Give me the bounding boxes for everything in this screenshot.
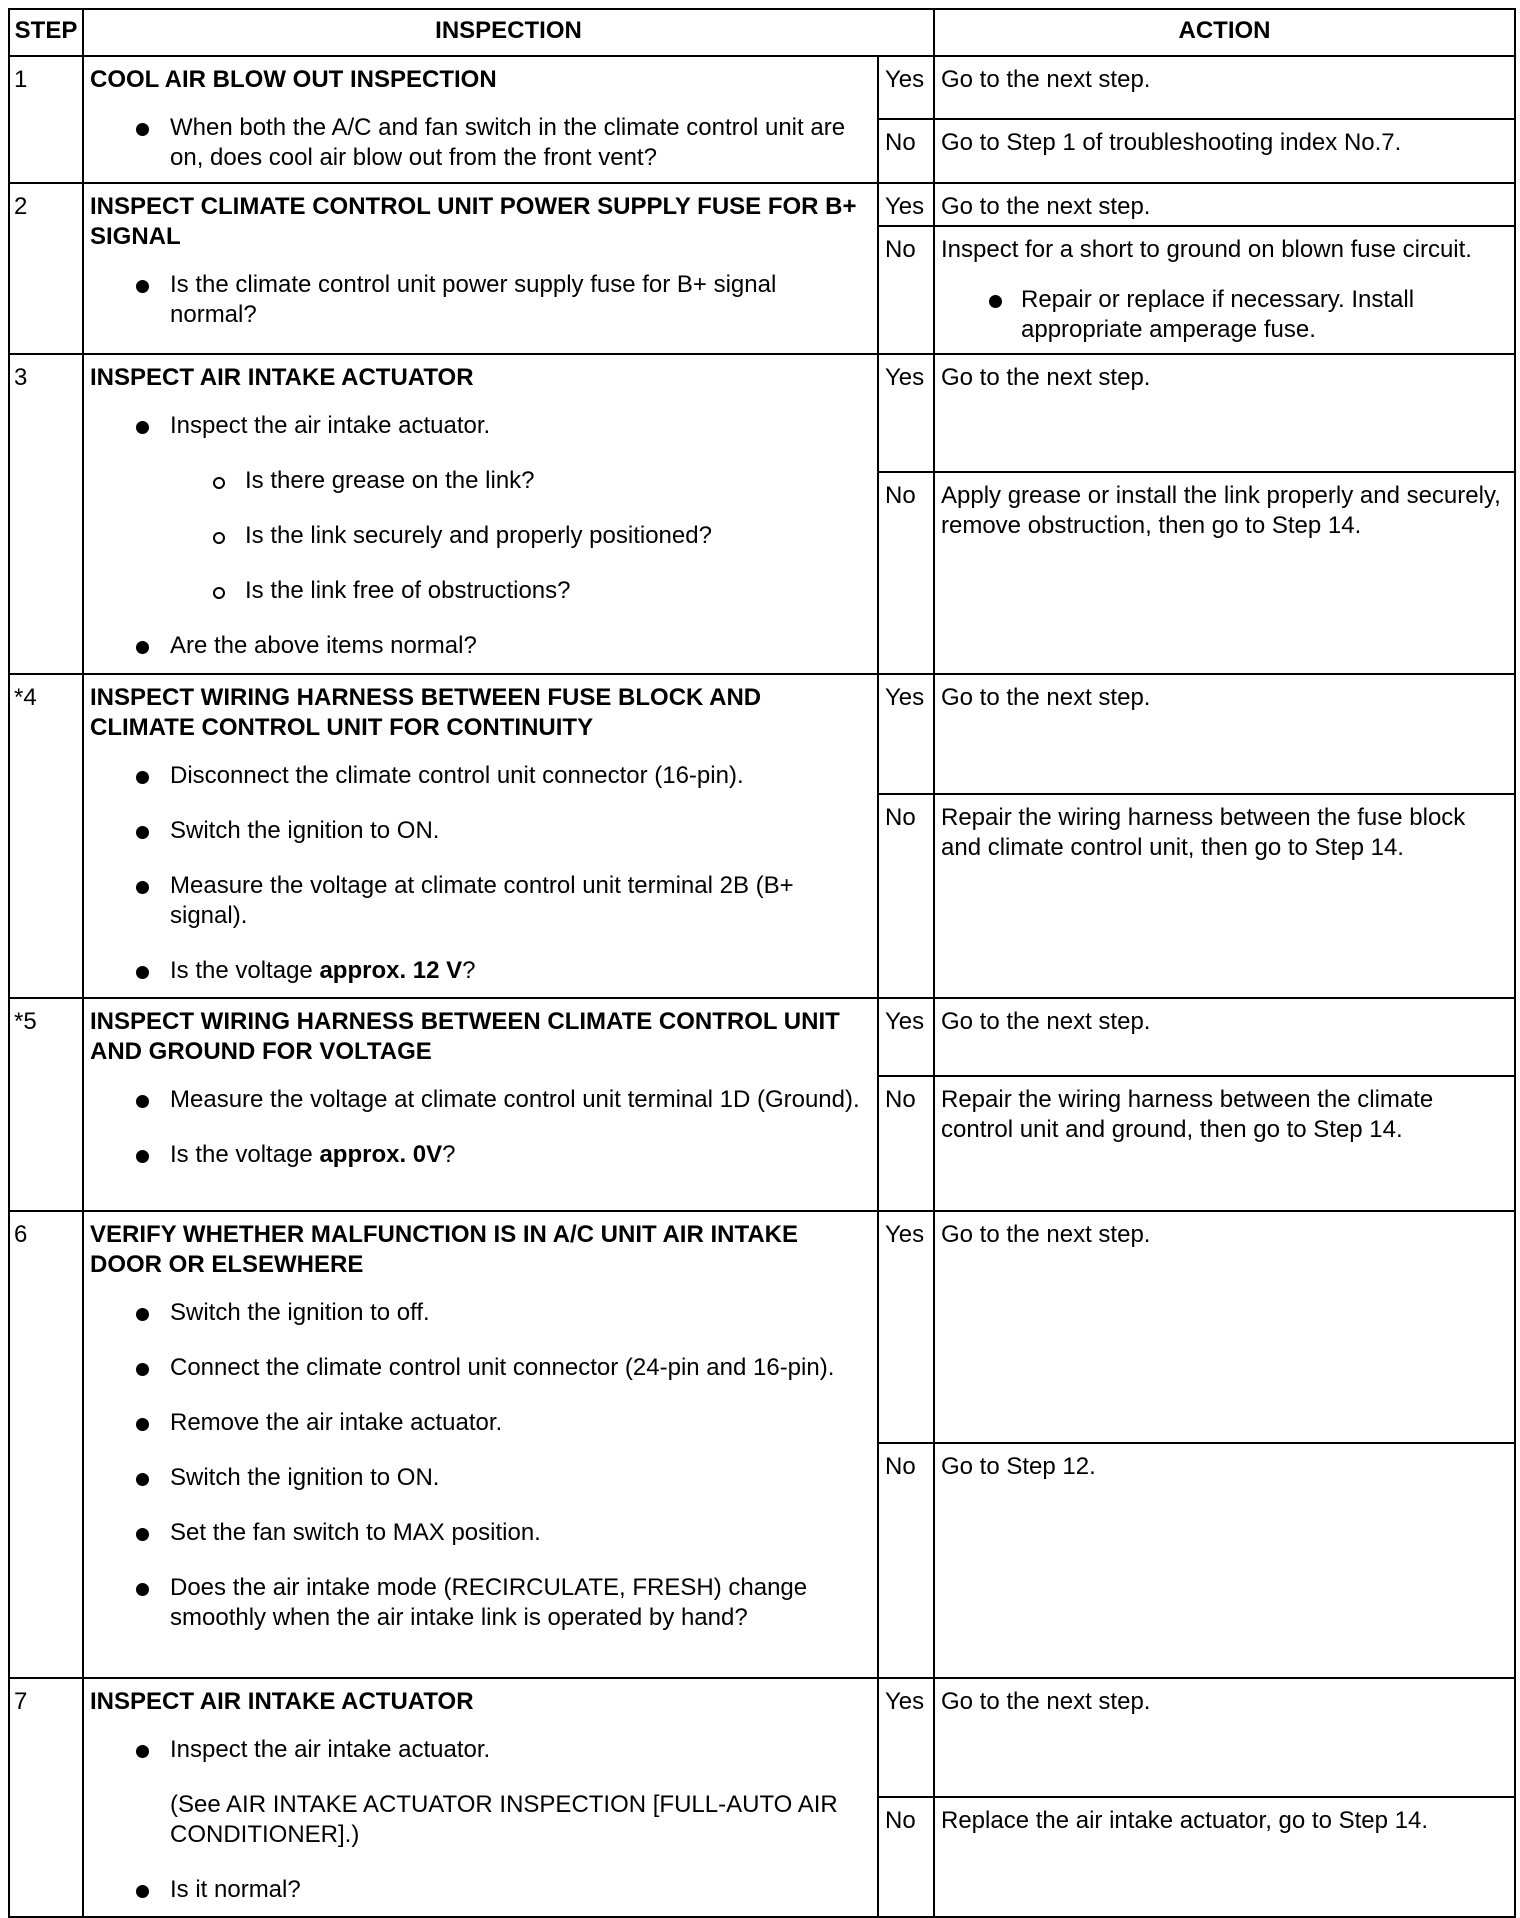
- bullet-item: Inspect the air intake actuator.: [90, 411, 869, 441]
- no-label: No: [878, 794, 934, 998]
- question-end: ?: [442, 1141, 456, 1168]
- inspection-cell: [83, 56, 878, 183]
- bullet-item: Switch the ignition to off.: [90, 1298, 869, 1328]
- no-action: Replace the air intake actuator, go to Step 14.: [934, 1797, 1515, 1917]
- bullet-item: Measure the voltage at climate control unit terminal 1D (Ground).: [90, 1085, 869, 1115]
- inspection-table: [8, 8, 1516, 1918]
- table-row: [9, 56, 1515, 119]
- yes-label: Yes: [878, 674, 934, 794]
- reference-note: (See AIR INTAKE ACTUATOR INSPECTION [FULL-AUTO AIR CONDITIONER].): [170, 1791, 838, 1848]
- bullet-item: Are the above items normal?: [90, 631, 869, 661]
- step-number: 6: [9, 1211, 83, 1678]
- bullet-item: Is it normal?: [90, 1875, 869, 1905]
- yes-action: Go to the next step.: [934, 998, 1515, 1076]
- step-title: VERIFY WHETHER MALFUNCTION IS IN A/C UNIT AIR INTAKE DOOR OR ELSEWHERE: [90, 1221, 798, 1278]
- yes-label: Yes: [878, 1211, 934, 1443]
- table-row: [9, 674, 1515, 794]
- no-action: Apply grease or install the link properly and securely, remove obstruction, then go to Step 14.: [934, 472, 1515, 674]
- step-title: INSPECT AIR INTAKE ACTUATOR: [90, 364, 474, 391]
- yes-action: Go to the next step.: [934, 56, 1515, 119]
- header-step: STEP: [9, 9, 83, 56]
- yes-label: Yes: [878, 183, 934, 226]
- bullet-item: Connect the climate control unit connector (24-pin and 16-pin).: [90, 1353, 869, 1383]
- yes-label: Yes: [878, 1678, 934, 1797]
- bullet-item: Disconnect the climate control unit connector (16-pin).: [90, 761, 869, 791]
- inspection-cell: [83, 1211, 878, 1678]
- header-inspection: INSPECTION: [83, 9, 934, 56]
- bullet-item: Set the fan switch to MAX position.: [90, 1518, 869, 1548]
- inspection-cell: [83, 354, 878, 674]
- troubleshooting-document: [8, 8, 1514, 1918]
- table-row: [9, 354, 1515, 472]
- no-action: Repair the wiring harness between the climate control unit and ground, then go to Step 14.: [934, 1076, 1515, 1211]
- sub-bullet-item: Is the link securely and properly positioned?: [90, 521, 869, 551]
- action-bullet: Repair or replace if necessary. Install appropriate amperage fuse.: [941, 285, 1508, 345]
- yes-action: Go to the next step.: [934, 183, 1515, 226]
- table-row: [9, 998, 1515, 1076]
- bullet-item: Measure the voltage at climate control unit terminal 2B (B+ signal).: [90, 871, 869, 931]
- step-title: INSPECT AIR INTAKE ACTUATOR: [90, 1688, 474, 1715]
- yes-action: Go to the next step.: [934, 674, 1515, 794]
- question-text: Is the voltage: [170, 1141, 320, 1168]
- step-number: 7: [9, 1678, 83, 1917]
- inspection-cell: [83, 998, 878, 1211]
- no-label: No: [878, 226, 934, 354]
- yes-action: Go to the next step.: [934, 1211, 1515, 1443]
- bullet-item: Inspect the air intake actuator.: [90, 1735, 869, 1765]
- step-title: INSPECT WIRING HARNESS BETWEEN FUSE BLOCK AND CLIMATE CONTROL UNIT FOR CONTINUITY: [90, 684, 762, 741]
- step-number: *4: [9, 674, 83, 998]
- question-text: Is the voltage: [170, 957, 320, 984]
- inspection-cell: [83, 1678, 878, 1917]
- sub-bullet-item: Is there grease on the link?: [90, 466, 869, 496]
- no-action: Go to Step 1 of troubleshooting index No.7.: [934, 119, 1515, 183]
- step-number: 3: [9, 354, 83, 674]
- sub-bullet-item: Is the link free of obstructions?: [90, 576, 869, 606]
- no-label: No: [878, 119, 934, 183]
- question-bullet: [90, 1140, 869, 1170]
- table-row: [9, 183, 1515, 226]
- no-action: Go to Step 12.: [934, 1443, 1515, 1678]
- no-action: Inspect for a short to ground on blown fuse circuit.: [941, 236, 1472, 263]
- inspection-cell: [83, 183, 878, 354]
- bullet-item: Does the air intake mode (RECIRCULATE, FRESH) change smoothly when the air intake link is operated by hand?: [90, 1573, 869, 1633]
- header-action: ACTION: [934, 9, 1515, 56]
- step-title: INSPECT CLIMATE CONTROL UNIT POWER SUPPLY FUSE FOR B+ SIGNAL: [90, 193, 857, 250]
- bullet-item: When both the A/C and fan switch in the climate control unit are on, does cool air blow out from the front vent?: [90, 113, 869, 173]
- no-label: No: [878, 1443, 934, 1678]
- bullet-item: Switch the ignition to ON.: [90, 1463, 869, 1493]
- table-header-row: [9, 9, 1515, 56]
- yes-label: Yes: [878, 56, 934, 119]
- step-title: COOL AIR BLOW OUT INSPECTION: [90, 66, 497, 93]
- spec-value: approx. 0V: [319, 1141, 443, 1168]
- table-row: [9, 1678, 1515, 1797]
- no-action-cell: [934, 226, 1515, 354]
- step-number: *5: [9, 998, 83, 1211]
- step-number: 2: [9, 183, 83, 354]
- spec-value: approx. 12 V: [319, 957, 463, 984]
- yes-label: Yes: [878, 998, 934, 1076]
- yes-label: Yes: [878, 354, 934, 472]
- step-title: INSPECT WIRING HARNESS BETWEEN CLIMATE CONTROL UNIT AND GROUND FOR VOLTAGE: [90, 1008, 840, 1065]
- yes-action: Go to the next step.: [934, 354, 1515, 472]
- inspection-cell: [83, 674, 878, 998]
- question-bullet: [90, 956, 869, 986]
- no-label: No: [878, 472, 934, 674]
- bullet-item: Remove the air intake actuator.: [90, 1408, 869, 1438]
- step-number: 1: [9, 56, 83, 183]
- question-end: ?: [462, 957, 476, 984]
- table-row: [9, 1211, 1515, 1443]
- yes-action: Go to the next step.: [934, 1678, 1515, 1797]
- no-action: Repair the wiring harness between the fuse block and climate control unit, then go to Step 14.: [934, 794, 1515, 998]
- no-label: No: [878, 1076, 934, 1211]
- no-label: No: [878, 1797, 934, 1917]
- bullet-item: Switch the ignition to ON.: [90, 816, 869, 846]
- bullet-item: Is the climate control unit power supply fuse for B+ signal normal?: [90, 270, 869, 330]
